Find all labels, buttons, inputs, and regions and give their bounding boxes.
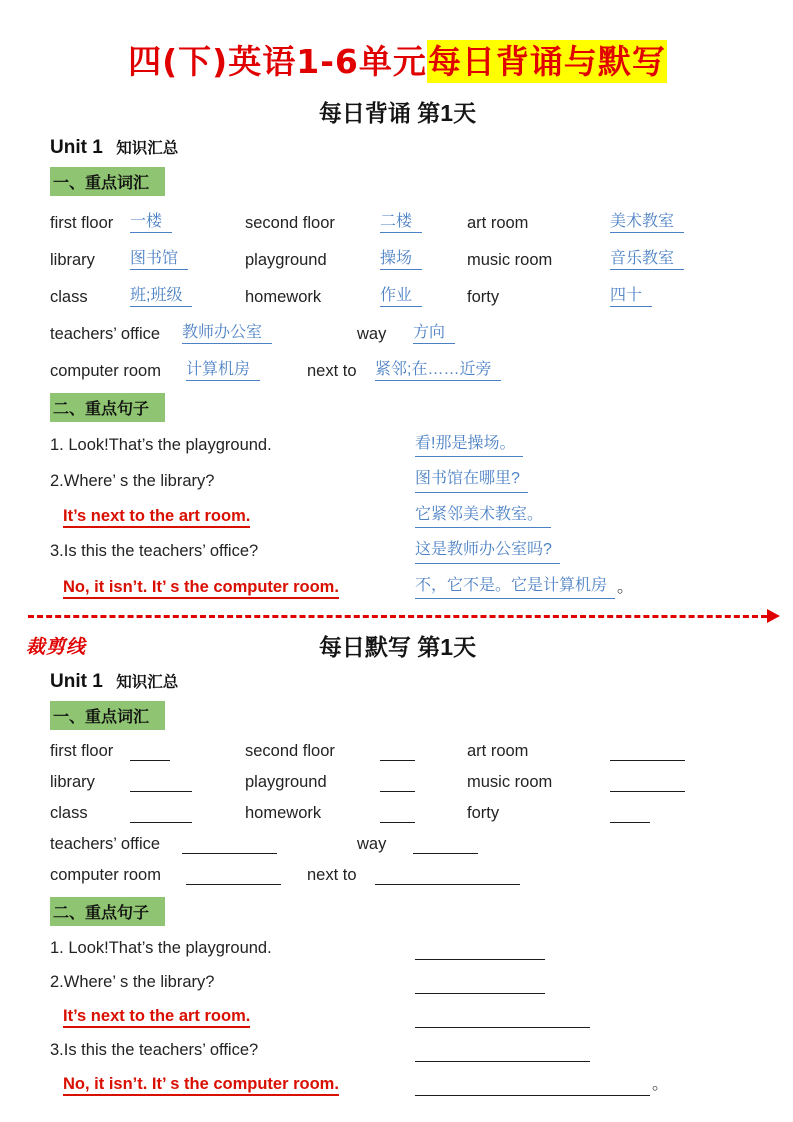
vocab-answer: 美术教室	[610, 208, 684, 233]
vocab-row	[50, 208, 745, 233]
recite-vocab-header: 一、重点词汇	[50, 167, 165, 196]
vocab-row	[50, 282, 745, 307]
answer-sentence: No, it isn’t. It’ s the computer room.	[63, 1075, 339, 1096]
sentence-row	[50, 1005, 745, 1028]
vocab-answer: 音乐教室	[610, 245, 684, 270]
dictation-heading: 每日默写 第1天	[318, 633, 477, 660]
vocab-answer: 班;班级	[130, 282, 192, 307]
vocab-term: playground	[245, 251, 327, 269]
vocab-answer: 作业	[380, 282, 422, 307]
sentence-translation: 看!那是操场。	[415, 433, 523, 457]
answer-sentence: It’s next to the art room.	[63, 1007, 250, 1028]
vocab-term: class	[50, 803, 88, 822]
answer-blank	[415, 1043, 590, 1062]
vocab-term: homework	[245, 288, 322, 306]
vocab-row	[50, 245, 745, 270]
vocab-row	[50, 866, 745, 885]
sentence-english: 2.Where’ s the library?	[50, 471, 215, 490]
dictation-header-row	[26, 629, 745, 662]
vocab-answer: 二楼	[380, 208, 422, 233]
sentence-row	[50, 937, 745, 960]
unit-label: Unit 1	[50, 670, 103, 692]
vocab-term: next to	[307, 362, 357, 380]
cut-line	[28, 615, 767, 619]
vocab-row	[50, 319, 745, 344]
sentence-translation: 它紧邻美术教室。	[415, 504, 551, 528]
answer-blank	[380, 804, 415, 823]
vocab-term: art room	[467, 741, 529, 760]
answer-blank	[415, 1009, 590, 1028]
vocab-term: playground	[245, 772, 327, 791]
sentence-translation: 这是教师办公室吗?	[415, 539, 560, 563]
sentence-period: 。	[652, 1075, 669, 1094]
vocab-row	[50, 773, 745, 792]
sentence-english	[50, 505, 415, 528]
vocab-term: library	[50, 251, 95, 269]
sentence-english: 2.Where’ s the library?	[50, 973, 215, 992]
vocab-term: first floor	[50, 741, 114, 760]
unit-label: Unit 1	[50, 137, 103, 158]
title-highlight: 每日背诵与默写	[427, 42, 666, 81]
vocab-term: computer room	[50, 362, 161, 380]
vocab-term: way	[357, 834, 387, 853]
sentence-english	[50, 1005, 415, 1028]
answer-blank	[415, 941, 545, 960]
answer-blank	[380, 773, 415, 792]
vocab-term: second floor	[245, 741, 335, 760]
vocab-answer: 计算机房	[186, 356, 260, 381]
sentence-row	[50, 539, 745, 563]
title-prefix: 四(下)英语1-6单元	[128, 42, 427, 81]
answer-blank	[610, 742, 685, 761]
vocab-answer: 操场	[380, 245, 422, 270]
vocab-term: teachers’ office	[50, 325, 161, 343]
vocab-term: class	[50, 288, 88, 306]
vocab-term: library	[50, 772, 95, 791]
vocab-term: first floor	[50, 214, 114, 232]
answer-sentence: It’s next to the art room.	[63, 507, 250, 528]
vocab-term: art room	[467, 214, 529, 232]
vocab-term: next to	[307, 865, 357, 884]
answer-blank	[415, 975, 545, 994]
sentence-row	[50, 1039, 745, 1062]
unit-subtitle: 知识汇总	[116, 140, 179, 157]
dictation-sentence-header: 二、重点句子	[50, 897, 165, 926]
vocab-term: homework	[245, 803, 322, 822]
sentence-period: 。	[617, 577, 634, 596]
vocab-answer: 教师办公室	[182, 319, 272, 344]
answer-blank	[380, 742, 415, 761]
answer-blank	[375, 866, 520, 885]
vocab-term: way	[357, 325, 387, 343]
answer-blank	[182, 835, 277, 854]
vocab-answer: 方向	[413, 319, 455, 344]
sentence-row	[50, 971, 745, 994]
recite-section	[50, 95, 745, 599]
arrow-right-icon	[767, 609, 780, 623]
answer-blank	[610, 773, 685, 792]
dashed-line	[28, 615, 767, 618]
sentence-english: 1. Look!That’s the playground.	[50, 938, 272, 957]
vocab-row	[50, 835, 745, 854]
sentence-english	[50, 1073, 415, 1096]
vocab-term: music room	[467, 772, 553, 791]
answer-sentence: No, it isn’t. It’ s the computer room.	[63, 578, 339, 599]
answer-blank	[130, 773, 192, 792]
recite-unit-title	[50, 136, 745, 159]
sentence-english: 1. Look!That’s the playground.	[50, 436, 272, 455]
sentence-row	[50, 575, 745, 599]
answer-blank	[413, 835, 478, 854]
answer-blank	[130, 804, 192, 823]
cut-line-label: 裁剪线	[26, 636, 87, 658]
sentence-row	[50, 468, 745, 492]
vocab-term: music room	[467, 251, 553, 269]
vocab-answer: 图书馆	[130, 245, 188, 270]
vocab-answer: 一楼	[130, 208, 172, 233]
dictation-unit-title	[50, 670, 745, 693]
page-title	[50, 36, 745, 83]
answer-blank	[415, 1077, 650, 1096]
vocab-term: forty	[467, 803, 500, 822]
sentence-english	[50, 576, 415, 599]
dictation-section	[26, 629, 745, 1096]
answer-blank	[130, 742, 170, 761]
sentence-translation: 图书馆在哪里?	[415, 468, 528, 492]
vocab-term: forty	[467, 288, 500, 306]
recite-heading: 每日背诵 第1天	[318, 100, 477, 126]
answer-blank	[610, 804, 650, 823]
vocab-term: second floor	[245, 214, 335, 232]
sentence-row	[50, 504, 745, 528]
recite-sentence-header: 二、重点句子	[50, 393, 165, 422]
answer-blank	[186, 866, 281, 885]
dictation-vocab-header: 一、重点词汇	[50, 701, 165, 730]
sentence-row	[50, 433, 745, 457]
vocab-answer: 紧邻;在……近旁	[375, 356, 501, 381]
vocab-row	[50, 742, 745, 761]
unit-subtitle: 知识汇总	[116, 673, 179, 691]
vocab-term: computer room	[50, 865, 161, 884]
vocab-answer: 四十	[610, 282, 652, 307]
sentence-row	[50, 1073, 745, 1096]
vocab-row	[50, 804, 745, 823]
sentence-english: 3.Is this the teachers’ office?	[50, 1041, 259, 1060]
sentence-translation: 不，它不是。它是计算机房	[415, 575, 615, 599]
sentence-english: 3.Is this the teachers’ office?	[50, 542, 259, 561]
vocab-row	[50, 356, 745, 381]
vocab-term: teachers’ office	[50, 834, 161, 853]
